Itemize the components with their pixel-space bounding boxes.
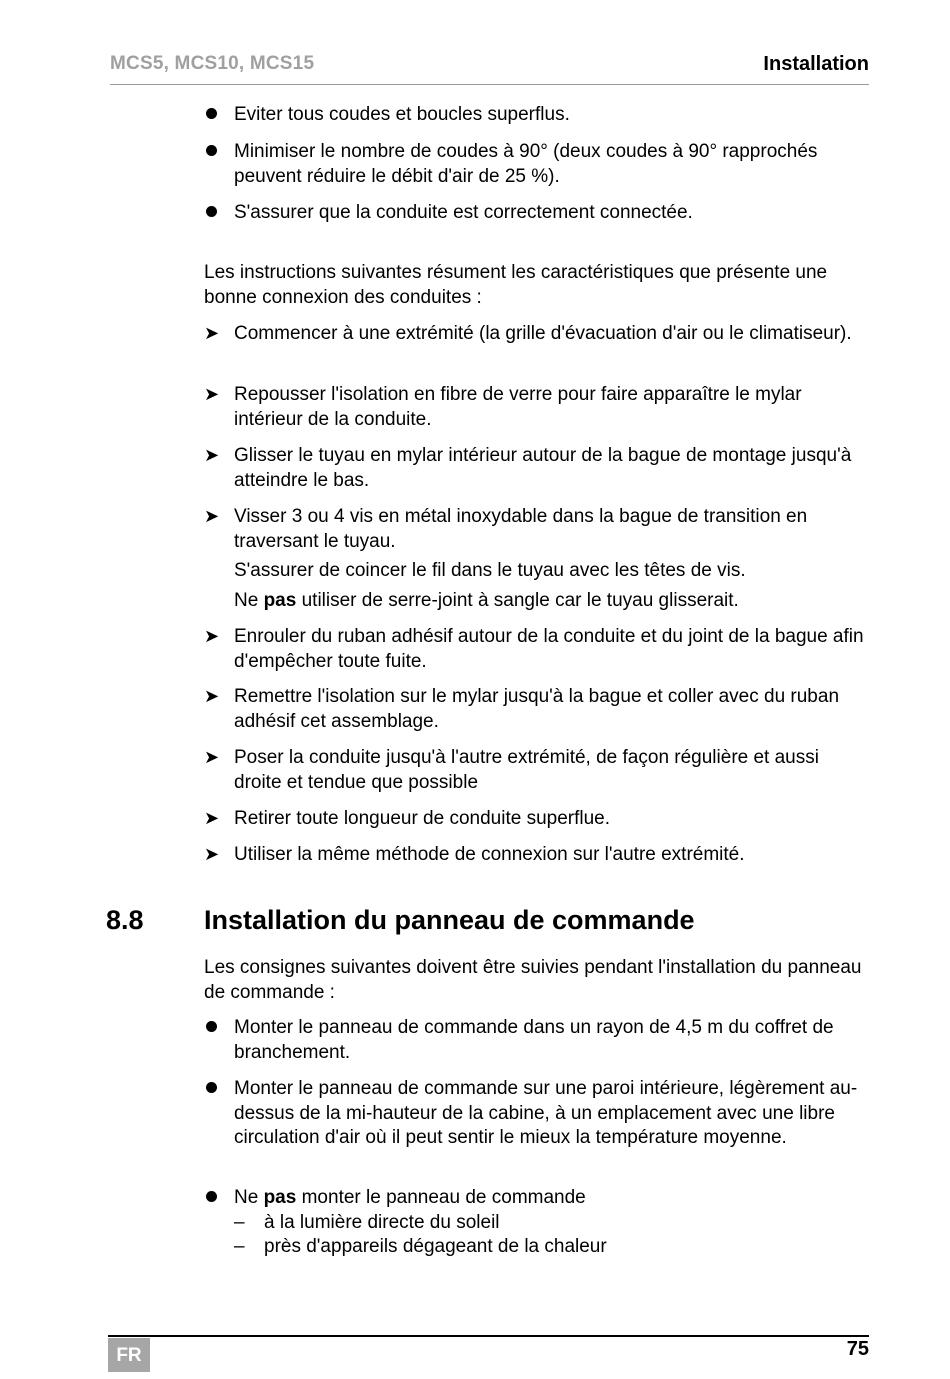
list-item: Minimiser le nombre de coudes à 90° (deux coudes à 90° rapprochés peuvent réduire le débit d'air de 25 %). bbox=[204, 140, 869, 189]
dash-list bbox=[234, 1211, 869, 1260]
step-item: ➤ Utiliser la même méthode de connexion sur l'autre extrémité. bbox=[204, 843, 869, 868]
bullet-icon bbox=[206, 1021, 217, 1032]
arrow-right-icon: ➤ bbox=[204, 747, 220, 768]
step-item: ➤ Enrouler du ruban adhésif autour de la conduite et du joint de la bague afin d'empêcher toute fuite. bbox=[204, 626, 864, 672]
arrow-right-icon: ➤ bbox=[204, 686, 220, 707]
step-item: ➤ Glisser le tuyau en mylar intérieur autour de la bague de montage jusqu'à atteindre le bas. bbox=[204, 445, 852, 491]
footer-divider bbox=[108, 1335, 869, 1337]
step-item: ➤ Remettre l'isolation sur le mylar jusqu'à la bague et coller avec du ruban adhésif cet assemblage. bbox=[204, 686, 840, 732]
arrow-right-icon: ➤ bbox=[204, 384, 220, 405]
header-models: MCS5, MCS10, MCS15 bbox=[110, 53, 315, 74]
dash-item: – à la lumière directe du soleil bbox=[234, 1211, 500, 1233]
step-note: Ne pas utiliser de serre-joint à sangle car le tuyau glisserait. bbox=[234, 590, 739, 611]
header-divider bbox=[110, 84, 869, 85]
arrow-right-icon: ➤ bbox=[204, 808, 220, 829]
dash-item: – près d'appareils dégageant de la chaleur bbox=[234, 1236, 607, 1257]
arrow-right-icon: ➤ bbox=[204, 323, 220, 344]
language-badge: FR bbox=[108, 1338, 150, 1372]
list-item: Monter le panneau de commande sur une paroi intérieure, légèrement au-dessus de la mi-hauteur de la cabine, à un emplacement avec une libre circulation d'air où il peut sentir le mieux la température moyenne. bbox=[204, 1077, 869, 1151]
step-item: ➤ Repousser l'isolation en fibre de verre pour faire apparaître le mylar intérieur de la conduite. bbox=[204, 384, 802, 430]
list-item: Monter le panneau de commande dans un rayon de 4,5 m du coffret de branchement. bbox=[204, 1016, 869, 1065]
arrow-right-icon: ➤ bbox=[204, 506, 220, 527]
list-item: Ne pas monter le panneau de commande – à la lumière directe du soleil – près d'appareils dégageant de la chaleur bbox=[204, 1186, 869, 1260]
bullet-icon bbox=[206, 108, 217, 119]
arrow-right-icon: ➤ bbox=[204, 626, 220, 647]
section-title: Installation du panneau de commande bbox=[204, 905, 695, 935]
page-number: 75 bbox=[846, 1338, 869, 1360]
step-item: ➤ Commencer à une extrémité (la grille d'évacuation d'air ou le climatiseur). bbox=[204, 322, 869, 347]
bullet-icon bbox=[206, 206, 217, 217]
bullet-icon bbox=[206, 1191, 217, 1202]
bullet-icon bbox=[206, 145, 217, 156]
step-note: S'assurer de coincer le fil dans le tuyau avec les têtes de vis. bbox=[234, 560, 746, 581]
list-item: Eviter tous coudes et boucles superflus. bbox=[204, 103, 869, 128]
step-item: ➤ Retirer toute longueur de conduite superflue. bbox=[204, 807, 869, 832]
list-item: S'assurer que la conduite est correctement connectée. bbox=[204, 201, 869, 226]
bullet-icon bbox=[206, 1082, 217, 1093]
section-intro: Les consignes suivantes doivent être suivies pendant l'installation du panneau de commande : bbox=[204, 957, 862, 1003]
header-section: Installation bbox=[763, 53, 869, 75]
section-number: 8.8 bbox=[106, 905, 144, 935]
arrow-right-icon: ➤ bbox=[204, 445, 220, 466]
step-item: ➤ Poser la conduite jusqu'à l'autre extrémité, de façon régulière et aussi droite et tendue que possible bbox=[204, 747, 819, 793]
step-item: ➤ Visser 3 ou 4 vis en métal inoxydable dans la bague de transition en traversant le tuyau. bbox=[204, 506, 808, 552]
arrow-right-icon: ➤ bbox=[204, 844, 220, 865]
intro-paragraph: Les instructions suivantes résument les caractéristiques que présente une bonne connexion des conduites : bbox=[204, 262, 828, 308]
